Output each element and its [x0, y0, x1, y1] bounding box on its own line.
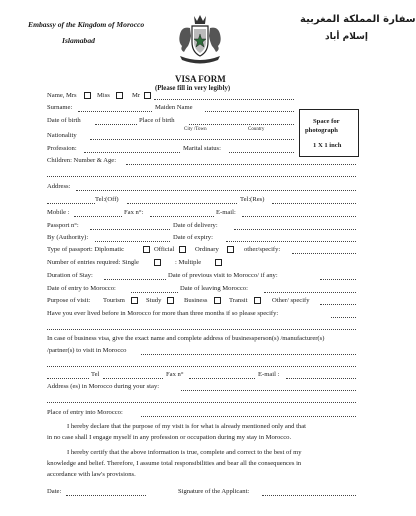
ordinary-checkbox[interactable]	[227, 246, 234, 253]
marital-status-field[interactable]	[229, 152, 294, 153]
prev-visit-label: Date of previous visit to Morocco/ if any:	[168, 272, 278, 279]
signature-label: Signature of the Applicant:	[178, 488, 250, 495]
date-expiry-label: Date of expiry:	[173, 234, 213, 241]
declaration-2-line-1: I hereby certify that the above information is true, complete and correct to the best of my	[67, 449, 302, 456]
business-visa-label: In case of business visa, give the exact name and complete address of businessperson(s) /manufacturer(s)	[47, 335, 325, 342]
passport-type-label: Type of passport: Diplomatic	[47, 246, 124, 253]
official-label: Official	[154, 246, 175, 253]
purpose-label: Purpose of visit:	[47, 297, 91, 304]
multiple-label: : Multiple	[175, 259, 202, 266]
photo-box-size: 1 X 1 inch	[313, 142, 342, 149]
signature-field[interactable]	[262, 495, 356, 496]
transit-checkbox[interactable]	[254, 297, 261, 304]
marital-status-label: Marital status:	[183, 145, 221, 152]
address-field-2[interactable]	[47, 203, 95, 204]
business-partner-field-2[interactable]	[47, 366, 356, 367]
date-entry-label: Date of entry to Morocco:	[47, 285, 116, 292]
business-address-field[interactable]	[47, 378, 89, 379]
authority-field[interactable]	[95, 241, 170, 242]
pob-label: Place of birth	[139, 117, 175, 124]
children-label: Children: Number & Age:	[47, 157, 117, 164]
country-caption: Country	[248, 127, 265, 132]
email-field[interactable]	[242, 216, 356, 217]
passport-no-field[interactable]	[90, 229, 170, 230]
embassy-name-en: Embassy of the Kingdom of Morocco	[28, 20, 145, 29]
profession-field[interactable]	[84, 152, 180, 153]
form-title: VISA FORM	[175, 74, 226, 84]
mobile-field[interactable]	[74, 216, 122, 217]
tel-off-field[interactable]	[127, 203, 237, 204]
children-field[interactable]	[126, 164, 356, 165]
address-morocco-field-2[interactable]	[47, 402, 356, 403]
profession-label: Profession:	[47, 145, 77, 152]
name-field[interactable]	[154, 99, 294, 100]
ordinary-label: Ordinary	[195, 246, 219, 253]
fax2-label: Fax n°	[166, 371, 184, 378]
nationality-field[interactable]	[90, 139, 294, 140]
dob-label: Date of birth	[47, 117, 81, 124]
entries-label: Number of entries required: Single	[47, 259, 139, 266]
children-field-2[interactable]	[47, 176, 356, 177]
pob-field[interactable]	[189, 124, 294, 125]
place-entry-label: Place of entry into Morocco:	[47, 409, 123, 416]
name-label: Name,	[47, 92, 65, 99]
miss-label: Miss	[97, 92, 110, 99]
official-checkbox[interactable]	[179, 246, 186, 253]
mr-label: Mr	[132, 92, 141, 99]
business-label: Business	[184, 297, 208, 304]
authority-label: By (Authority):	[47, 234, 89, 241]
diplomatic-checkbox[interactable]	[143, 246, 150, 253]
mrs-checkbox[interactable]	[84, 92, 91, 99]
email-label: E-mail:	[216, 209, 236, 216]
embassy-city-en: Islamabad	[62, 36, 95, 45]
tourism-label: Tourism	[103, 297, 125, 304]
other-passport-field[interactable]	[292, 253, 356, 254]
lived-before-field[interactable]	[331, 317, 356, 318]
date-leaving-field[interactable]	[264, 292, 356, 293]
lived-before-label: Have you ever lived before in Morocco for more than three months if so please specify:	[47, 310, 279, 317]
business-visa-label-2: /partner(s) to visit in Morocco	[47, 347, 127, 354]
nationality-label: Nationality	[47, 132, 77, 139]
fax2-field[interactable]	[189, 378, 255, 379]
date-leaving-label: Date of leaving Morocco:	[180, 285, 248, 292]
maiden-name-label: Maiden Name	[155, 104, 193, 111]
date-field[interactable]	[66, 495, 146, 496]
mr-checkbox[interactable]	[144, 92, 151, 99]
maiden-name-field[interactable]	[205, 111, 294, 112]
address-morocco-field[interactable]	[181, 390, 356, 391]
prev-visit-field[interactable]	[320, 279, 356, 280]
declaration-1-line-1: I hereby declare that the purpose of my visit is for what is already mentioned only and that	[67, 423, 306, 430]
fax-label: Fax n°:	[124, 209, 144, 216]
duration-field[interactable]	[104, 279, 166, 280]
tel-res-field[interactable]	[272, 203, 356, 204]
declaration-2-line-2: knowledge and belief. Therefore, I assume total responsibilities and bear all the consequences in	[47, 460, 302, 467]
date-delivery-label: Date of delivery:	[173, 222, 218, 229]
other-purpose-label: Other/ specify	[272, 297, 310, 304]
address-morocco-label: Address (es) in Morocco during your stay:	[47, 383, 160, 390]
lived-before-field-2[interactable]	[47, 329, 356, 330]
business-partner-field[interactable]	[141, 354, 356, 355]
date-entry-field[interactable]	[131, 292, 178, 293]
miss-checkbox[interactable]	[116, 92, 123, 99]
city-town-caption: City /Town	[184, 127, 207, 132]
place-entry-field[interactable]	[141, 416, 356, 417]
declaration-2-line-3: accordance with law's provisions.	[47, 471, 136, 478]
passport-no-label: Passport n°:	[47, 222, 79, 229]
surname-label: Surname:	[47, 104, 73, 111]
duration-label: Duration of Stay:	[47, 272, 93, 279]
business-checkbox[interactable]	[214, 297, 221, 304]
mrs-label: Mrs	[66, 92, 77, 99]
study-checkbox[interactable]	[167, 297, 174, 304]
dob-field[interactable]	[95, 124, 137, 125]
tel-field[interactable]	[103, 378, 163, 379]
single-entry-checkbox[interactable]	[154, 259, 161, 266]
email2-field[interactable]	[286, 378, 356, 379]
photo-box-label: Space for	[313, 118, 340, 125]
coat-of-arms-emblem	[172, 12, 228, 66]
address-field[interactable]	[76, 190, 356, 191]
address-label: Address:	[47, 183, 71, 190]
other-purpose-field[interactable]	[320, 304, 356, 305]
fax-field[interactable]	[150, 216, 214, 217]
photo-box-label-2: photograph	[305, 127, 338, 134]
declaration-1-line-2: in no case shall I engage myself in any profession or occupation during my stay in Morocco.	[47, 434, 292, 441]
email2-label: E-mail :	[258, 371, 280, 378]
tel-res-label: Tel:(Res)	[240, 196, 265, 203]
tourism-checkbox[interactable]	[131, 297, 138, 304]
mobile-label: Mobile :	[47, 209, 70, 216]
other-specify-label: other/specify:	[244, 246, 281, 253]
study-label: Study	[146, 297, 162, 304]
date-label: Date:	[47, 488, 62, 495]
tel-off-label: Tel:(Off)	[95, 196, 119, 203]
embassy-city-ar: إسلام أباد	[325, 32, 368, 42]
photo-box[interactable]	[299, 109, 359, 157]
date-expiry-field[interactable]	[226, 241, 356, 242]
form-subtitle: (Please fill in very legibly)	[155, 85, 231, 92]
surname-field[interactable]	[78, 111, 152, 112]
tel-label: Tel	[91, 371, 100, 378]
transit-label: Transit	[229, 297, 248, 304]
date-delivery-field[interactable]	[234, 229, 356, 230]
multiple-entry-checkbox[interactable]	[215, 259, 222, 266]
embassy-name-ar: سفارة المملكة المغربية	[300, 14, 416, 25]
